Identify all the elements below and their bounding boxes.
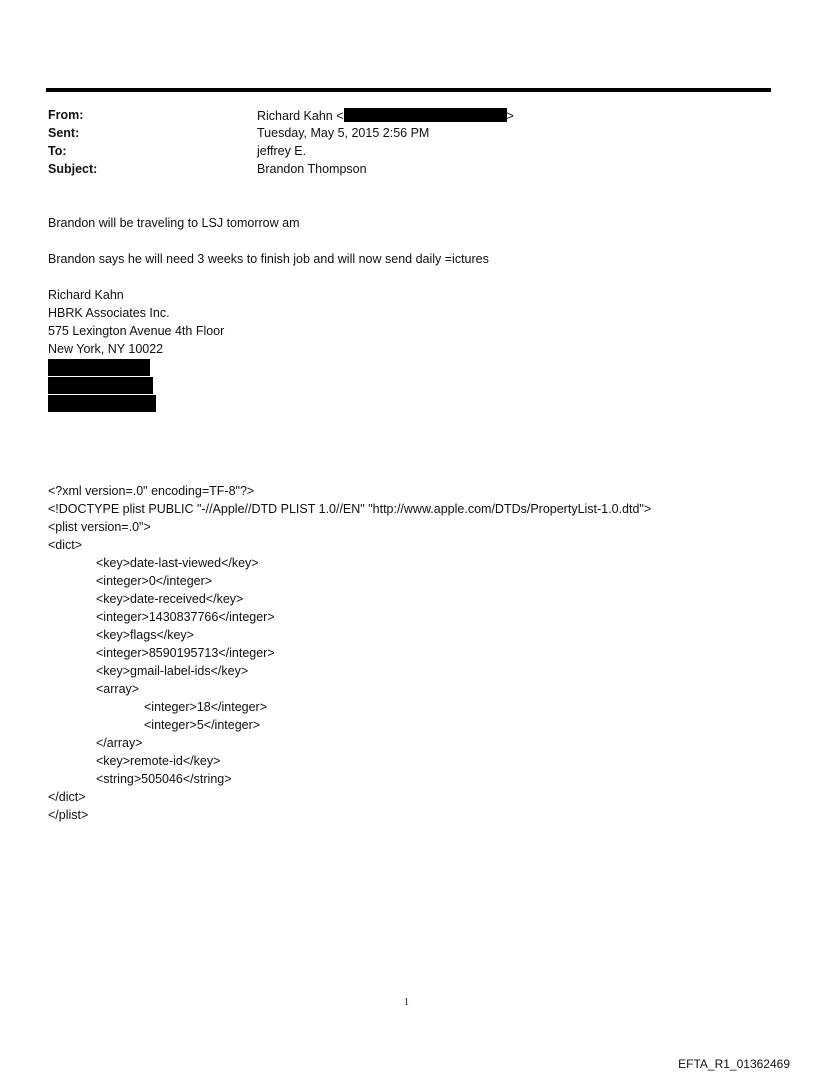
from-label: From: (48, 108, 84, 122)
body-line-2: Brandon says he will need 3 weeks to finish job and will now send daily =ictures (48, 252, 489, 266)
signature-company: HBRK Associates Inc. (48, 306, 170, 320)
signature-name: Richard Kahn (48, 288, 124, 302)
xml-line: <!DOCTYPE plist PUBLIC "-//Apple//DTD PLIST 1.0//EN" "http://www.apple.com/DTDs/PropertyList-1.0.dtd"> (48, 502, 652, 516)
redaction-box (344, 108, 507, 122)
xml-line: </dict> (48, 790, 86, 804)
from-close: > (506, 109, 514, 123)
xml-line: <integer>5</integer> (144, 718, 261, 732)
xml-line: <plist version=.0"> (48, 520, 151, 534)
xml-line: <integer>8590195713</integer> (96, 646, 275, 660)
redaction-box (48, 359, 150, 376)
xml-line: </plist> (48, 808, 89, 822)
xml-line: <key>remote-id</key> (96, 754, 221, 768)
to-label: To: (48, 144, 67, 158)
sent-value: Tuesday, May 5, 2015 2:56 PM (257, 126, 430, 140)
body-line-1: Brandon will be traveling to LSJ tomorrow am (48, 216, 300, 230)
xml-line: <integer>1430837766</integer> (96, 610, 275, 624)
header-rule (46, 88, 771, 92)
xml-line: <?xml version=.0" encoding=TF-8"?> (48, 484, 255, 498)
from-value (257, 108, 514, 123)
xml-line: <integer>0</integer> (96, 574, 213, 588)
subject-value: Brandon Thompson (257, 162, 367, 176)
xml-line: <string>505046</string> (96, 772, 232, 786)
to-value: jeffrey E. (257, 144, 307, 158)
signature-address-2: New York, NY 10022 (48, 342, 164, 356)
xml-line: <key>flags</key> (96, 628, 194, 642)
xml-line: <integer>18</integer> (144, 700, 268, 714)
subject-label: Subject: (48, 162, 98, 176)
xml-line: </array> (96, 736, 143, 750)
signature-address-1: 575 Lexington Avenue 4th Floor (48, 324, 225, 338)
from-name: Richard Kahn < (257, 109, 344, 123)
bates-number: EFTA_R1_01362469 (678, 1057, 790, 1071)
xml-line: <array> (96, 682, 140, 696)
xml-line: <key>date-last-viewed</key> (96, 556, 259, 570)
xml-line: <dict> (48, 538, 83, 552)
xml-line: <key>gmail-label-ids</key> (96, 664, 249, 678)
xml-line: <key>date-received</key> (96, 592, 244, 606)
redaction-box (48, 377, 153, 394)
page-number: 1 (404, 997, 409, 1008)
sent-label: Sent: (48, 126, 80, 140)
redaction-box (48, 395, 156, 412)
